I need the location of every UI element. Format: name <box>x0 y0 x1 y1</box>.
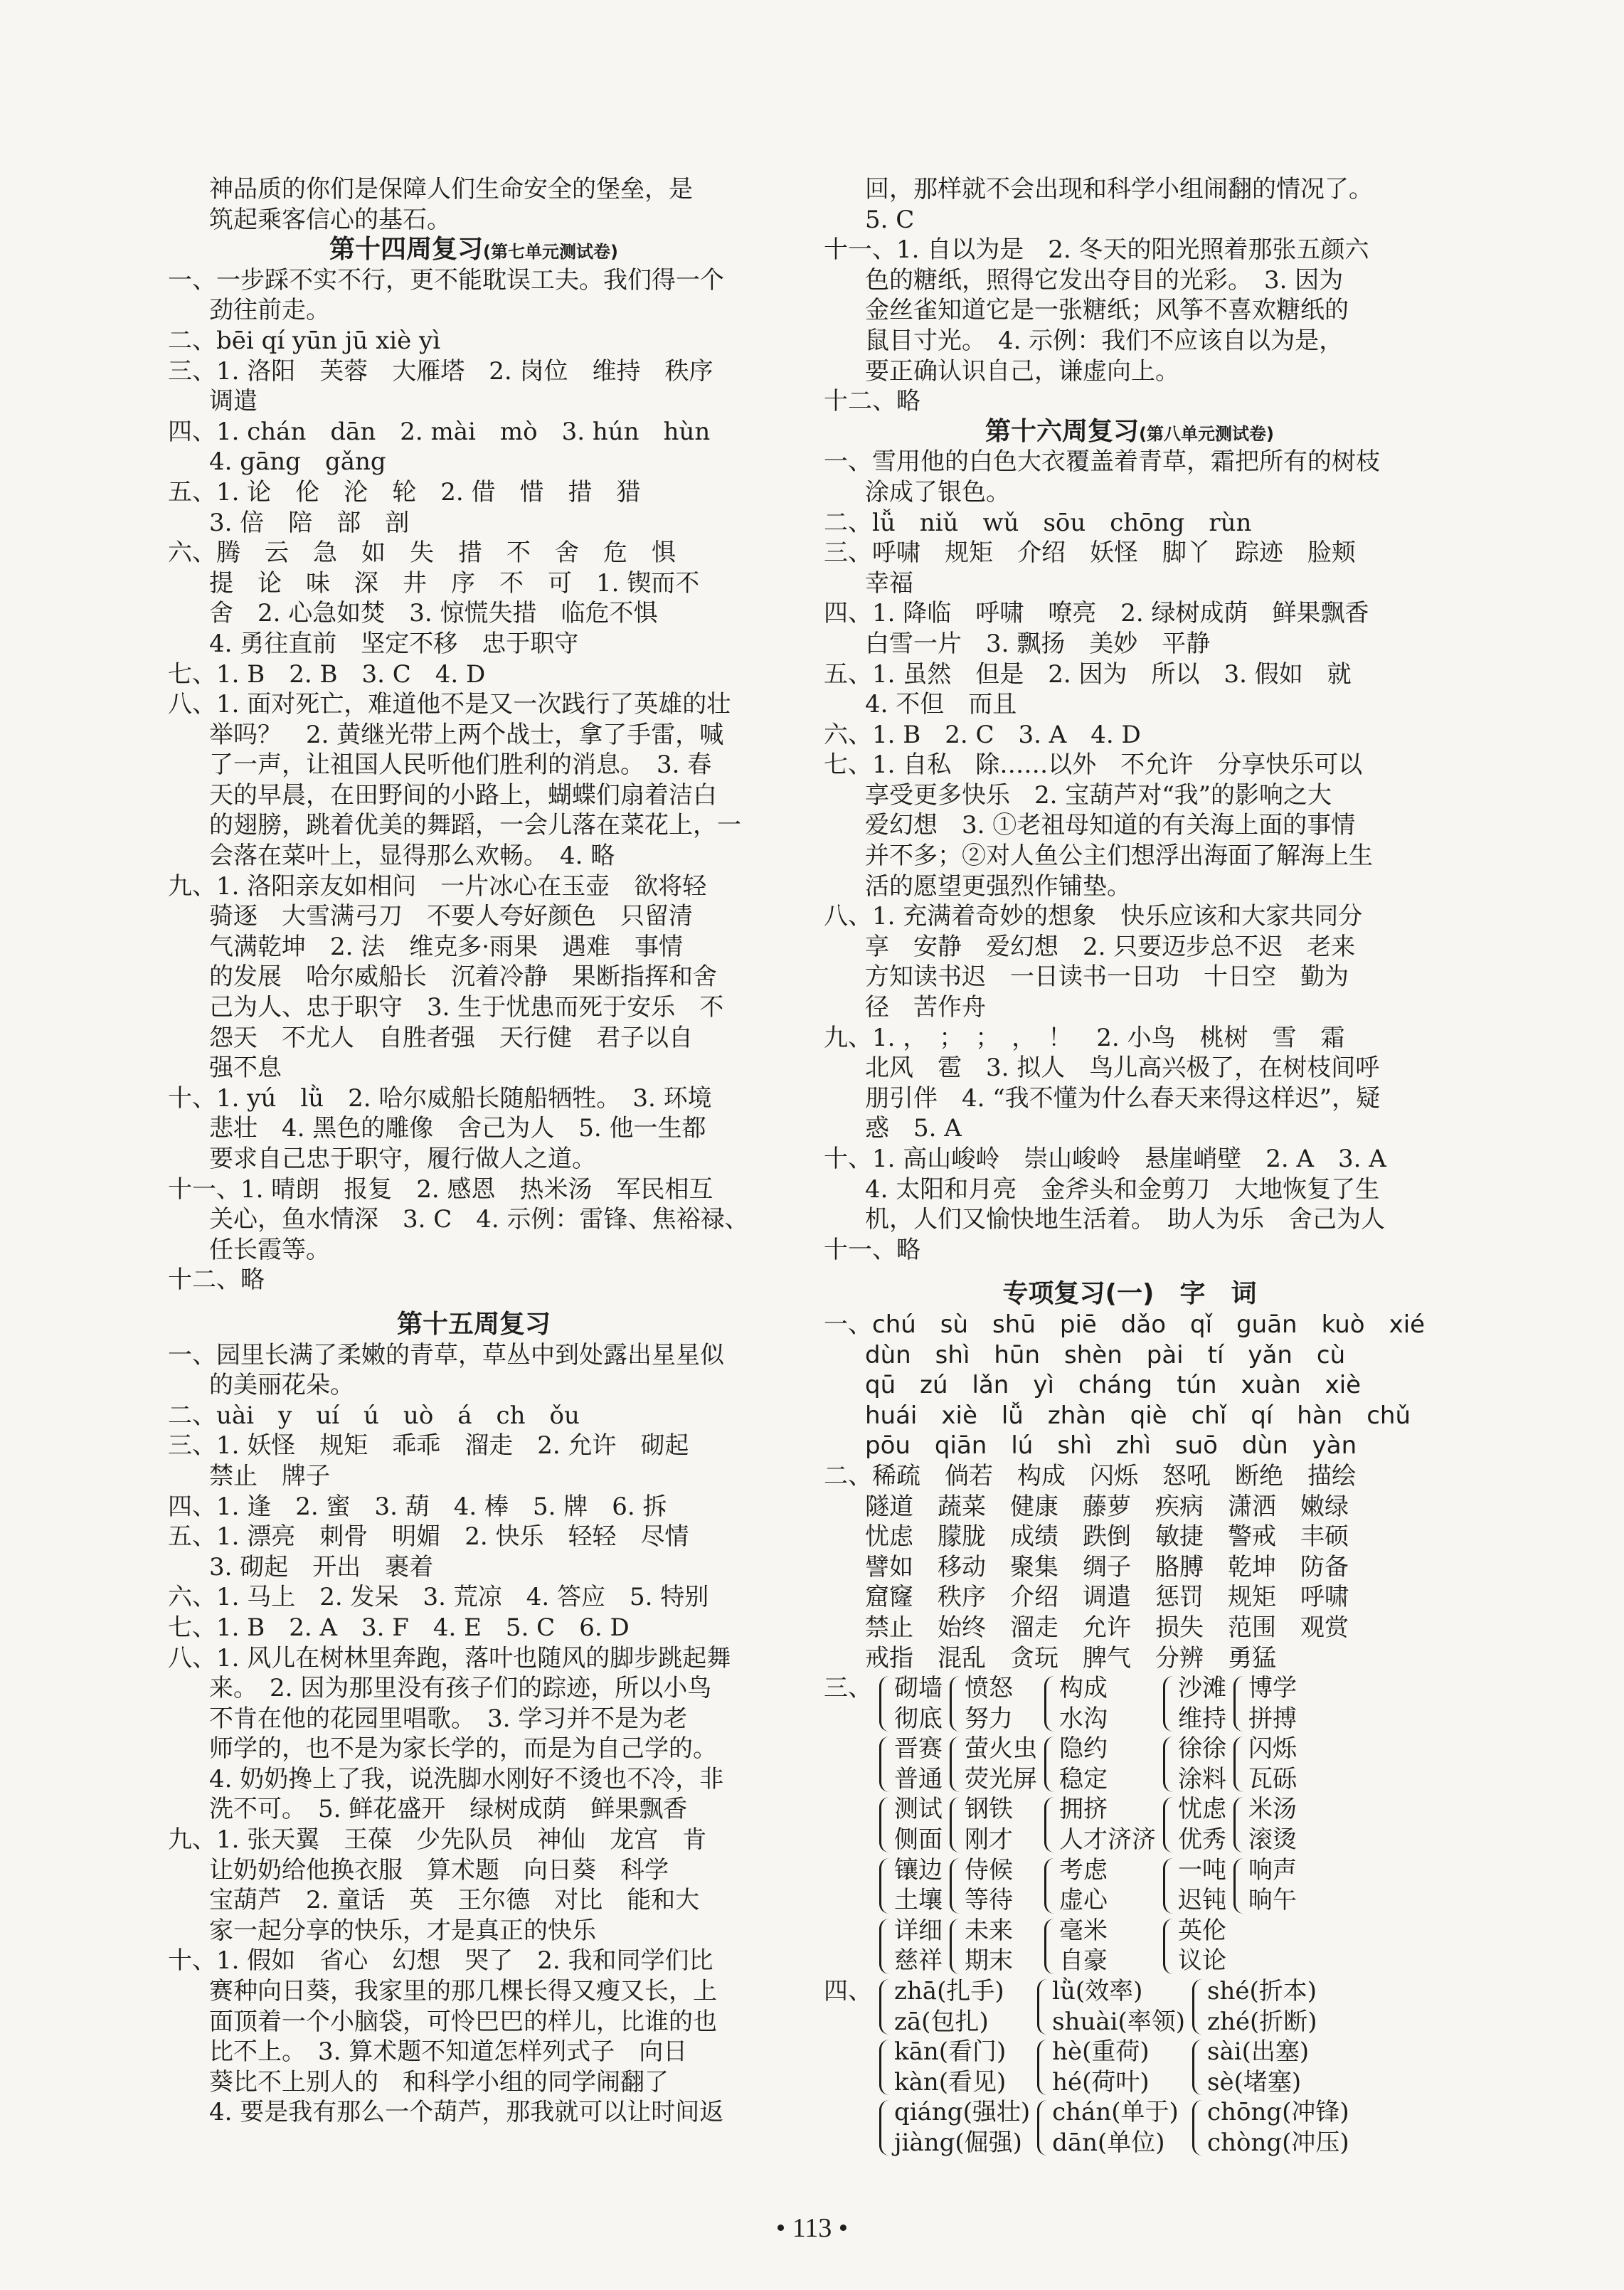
answer-line: 五、1. 漂亮 刺骨 明媚 2. 快乐 轻轻 尽情 <box>168 1522 689 1552</box>
brace-mark <box>950 1676 962 1732</box>
brace-mark <box>1233 1858 1246 1914</box>
answer-line: 八、1. 面对死亡，难道他不是又一次践行了英雄的壮 <box>168 690 731 719</box>
brace-group <box>1233 1673 1304 1734</box>
brace-group <box>879 2037 1037 2097</box>
brace-group <box>879 1976 1037 2037</box>
answer-line: 提 论 味 深 井 序 不 可 1. 锲而不 <box>209 568 700 598</box>
answer-line: 七、1. 自私 除……以外 不允许 分享快乐可以 <box>824 751 1363 780</box>
answer-line: 三、1. 洛阳 芙蓉 大雁塔 2. 岗位 维持 秩序 <box>168 356 713 386</box>
brace-word: 慈祥 <box>894 1946 943 1976</box>
answer-line: 五、1. 虽然 但是 2. 因为 所以 3. 假如 就 <box>824 659 1352 689</box>
brace-word: 稳定 <box>1059 1764 1108 1793</box>
brace-word: kàn(看见) <box>894 2067 1007 2096</box>
answer-line: 舍 2. 心急如焚 3. 惊慌失措 临危不惧 <box>209 599 658 628</box>
answer-line: 禁止 牌子 <box>209 1461 330 1490</box>
brace-group <box>1233 1855 1304 1916</box>
answer-line: 关心，鱼水情深 3. C 4. 示例：雷锋、焦裕禄、 <box>209 1205 749 1234</box>
brace-mark <box>1044 1797 1056 1852</box>
answer-line: 葵比不上别人的 和科学小组的同学闹翻了 <box>209 2067 669 2096</box>
answer-line: 洗不可。 5. 鲜花盛开 绿树成荫 鲜果飘香 <box>209 1795 688 1824</box>
brace-mark <box>1192 2040 1204 2095</box>
answer-line: 活的愿望更强烈作铺垫。 <box>865 871 1131 901</box>
answer-line: 骑逐 大雪满弓刀 不要人夸好颜色 只留清 <box>209 902 693 931</box>
answer-line: 二、lǚ niǔ wǔ sōu chōng rùn <box>824 508 1252 537</box>
answer-line: 六、1. 马上 2. 发呆 3. 荒凉 4. 答应 5. 特别 <box>168 1583 709 1612</box>
answer-line: 机，人们又愉快地生活着。 助人为乐 舍己为人 <box>865 1205 1385 1234</box>
answer-line: 九、1. 张天翼 王葆 少先队员 神仙 龙宫 肯 <box>168 1825 707 1855</box>
brace-word: 优秀 <box>1178 1825 1226 1855</box>
brace-word: 滚烫 <box>1248 1825 1297 1855</box>
brace-mark <box>950 1737 962 1792</box>
brace-word: 详细 <box>894 1916 943 1945</box>
brace-mark <box>1044 1676 1056 1732</box>
brace-mark <box>879 1858 891 1914</box>
brace-word: 愤怒 <box>965 1674 1013 1703</box>
brace-mark <box>950 1797 962 1852</box>
brace-mark <box>950 1858 962 1914</box>
answer-line: 三、呼啸 规矩 介绍 妖怪 脚丫 踪迹 脸颊 <box>824 539 1356 568</box>
answer-line: 要求自己忠于职守，履行做人之道。 <box>209 1145 596 1173</box>
brace-group <box>1044 1794 1163 1855</box>
answer-line: 4. 不但 而且 <box>865 690 1017 719</box>
answer-line: 3. 砌起 开出 裹着 <box>209 1552 434 1581</box>
brace-word: lǜ(效率) <box>1052 1977 1143 2006</box>
brace-group <box>879 2097 1037 2158</box>
answer-line: 十一、1. 晴朗 报复 2. 感恩 热米汤 军民相互 <box>168 1175 713 1204</box>
brace-word: 砌墙 <box>894 1674 943 1703</box>
brace-group <box>879 1794 950 1855</box>
brace-group <box>879 1855 950 1916</box>
brace-word: 晌午 <box>1248 1886 1297 1915</box>
week14-answers <box>168 265 780 1295</box>
pinyin-line: huái xiè lǚ zhàn qiè chǐ qí hàn chǔ <box>865 1401 1411 1430</box>
word-line: 窟窿 秩序 介绍 调遣 惩罚 规矩 呼啸 <box>865 1583 1349 1612</box>
answer-line: 爱幻想 3. ①老祖母知道的有关海上面的事情 <box>865 811 1356 840</box>
brace-word: 沙滩 <box>1178 1674 1226 1703</box>
brace-group <box>1163 1734 1233 1794</box>
brace-word: 忧虑 <box>1178 1795 1226 1824</box>
brace-mark <box>1044 1858 1056 1914</box>
answer-line: 四、1. 逢 2. 蜜 3. 葫 4. 棒 5. 牌 6. 拆 <box>168 1492 667 1521</box>
brace-word: zhé(折断) <box>1207 2007 1317 2036</box>
brace-mark <box>1163 1737 1175 1792</box>
answer-line: 4. 勇往直前 坚定不移 忠于职守 <box>209 629 579 658</box>
brace-word: 等待 <box>965 1886 1013 1915</box>
answer-line: 十、1. 假如 省心 幻想 哭了 2. 我和同学们比 <box>168 1946 713 1976</box>
brace-group <box>1044 1734 1163 1794</box>
brace-word: chán(单于) <box>1052 2098 1179 2127</box>
answer-line: 十、1. yú lǜ 2. 哈尔威船长随船牺牲。 3. 环境 <box>168 1083 712 1113</box>
brace-group <box>1233 1794 1304 1855</box>
answer-line: 己为人、忠于职守 3. 生于忧患而死于安乐 不 <box>209 993 724 1022</box>
text-line: 鼠目寸光。 4. 示例：我们不应该自以为是， <box>865 326 1344 355</box>
brace-group <box>879 1734 950 1794</box>
answer-line: 家一起分享的快乐，才是真正的快乐 <box>209 1916 596 1945</box>
week16-title: 第十六周复习(第八单元测试卷) <box>985 416 1274 446</box>
brace-mark <box>950 1919 962 1974</box>
brace-word: chōng(冲锋) <box>1207 2098 1349 2127</box>
week15-answers-continued <box>824 174 1435 417</box>
brace-word: 期末 <box>965 1946 1013 1976</box>
answer-line: 了一声，让祖国人民听他们胜利的消息。 3. 春 <box>209 751 712 780</box>
text-line: 十一、1. 自以为是 2. 冬天的阳光照着那张五颜六 <box>824 235 1369 265</box>
answer-line: 十二、略 <box>168 1266 265 1295</box>
brace-group <box>1192 1976 1357 2037</box>
section-label <box>824 1794 879 1855</box>
section-label <box>824 2037 879 2097</box>
answer-line: 不肯在他的花园里唱歌。 3. 学习并不是为老 <box>209 1704 688 1733</box>
brace-group <box>950 1734 1044 1794</box>
brace-word: 博学 <box>1248 1674 1297 1703</box>
special-review-words <box>824 1461 1435 1673</box>
brace-word: kān(看门) <box>894 2037 1007 2067</box>
brace-group <box>1163 1673 1233 1734</box>
answer-line: 朋引伴 4. “我不懂为什么春天来得这样迟”，疑 <box>865 1083 1381 1113</box>
brace-word: 刚才 <box>965 1825 1013 1855</box>
brace-mark <box>1163 1919 1175 1974</box>
brace-word: 涂料 <box>1178 1764 1226 1793</box>
brace-word: 萤火虫 <box>965 1734 1037 1764</box>
brace-word: sài(出塞) <box>1207 2037 1310 2067</box>
answer-line: 的翅膀，跳着优美的舞蹈，一会儿落在菜花上，一 <box>209 811 741 840</box>
pinyin-line: 一、chú sù shū piē dǎo qǐ guān kuò xié <box>824 1310 1426 1339</box>
answer-line: 比不上。 3. 算术题不知道怎样列式子 向日 <box>209 2037 688 2067</box>
answer-line: 径 苦作舟 <box>865 993 986 1022</box>
answer-line: 的发展 哈尔威船长 沉着冷静 果断指挥和舍 <box>209 963 717 992</box>
answer-line: 十、1. 高山峻岭 崇山峻岭 悬崖峭壁 2. A 3. A <box>824 1145 1386 1173</box>
brace-mark <box>1163 1797 1175 1852</box>
brace-word: qiáng(强壮) <box>894 2098 1031 2127</box>
brace-word: zhā(扎手) <box>894 1977 1004 2006</box>
brace-group <box>1037 2097 1192 2158</box>
answer-line: 劲往前走。 <box>209 296 330 325</box>
brace-word: 自豪 <box>1059 1946 1108 1976</box>
answer-line: 3. 倍 陪 部 剖 <box>209 508 410 537</box>
answer-line: 4. gāng gǎng <box>209 447 386 477</box>
brace-word: 努力 <box>965 1704 1013 1733</box>
answer-line: 九、1. ， ； ； ， ！ 2. 小鸟 桃树 雪 霜 <box>824 1023 1345 1052</box>
brace-word: shuài(率领) <box>1052 2007 1186 2036</box>
brace-word: 米汤 <box>1248 1795 1297 1824</box>
section-label <box>824 1855 879 1916</box>
brace-word: 彻底 <box>894 1704 943 1733</box>
answer-line: 二、bēi qí yūn jū xiè yì <box>168 326 441 355</box>
text-line: 金丝雀知道它是一张糖纸；风筝不喜欢糖纸的 <box>865 296 1349 325</box>
answer-line: 方知读书迟 一日读书一日功 十日空 勤为 <box>865 963 1349 992</box>
answer-line: 一、园里长满了柔嫩的青草，草丛中到处露出星星似 <box>168 1340 724 1369</box>
brace-mark <box>1037 2040 1049 2095</box>
answer-line: 天的早晨，在田野间的小路上，蝴蝶们扇着洁白 <box>209 780 717 810</box>
brace-word: 响声 <box>1248 1855 1297 1885</box>
answer-line: 十一、略 <box>824 1235 920 1264</box>
brace-mark <box>1233 1676 1246 1732</box>
brace-group <box>1233 1734 1304 1794</box>
answer-line: 师学的，也不是为家长学的，而是为自己学的。 <box>209 1734 717 1764</box>
answer-line: 享 安静 爱幻想 2. 只要迈步总不迟 老来 <box>865 932 1356 961</box>
brace-mark <box>1233 1797 1246 1852</box>
answer-line: 宝葫芦 2. 童话 英 王尔德 对比 能和大 <box>209 1886 700 1915</box>
brace-word: 拥挤 <box>1059 1795 1108 1824</box>
brace-word: 虚心 <box>1059 1886 1108 1915</box>
brace-group <box>950 1855 1044 1916</box>
brace-word: 闪烁 <box>1248 1734 1297 1764</box>
brace-table-si <box>824 1976 1357 2158</box>
text-line: 神品质的你们是保障人们生命安全的堡垒，是 <box>209 175 693 203</box>
left-column <box>168 174 780 2128</box>
brace-word: shé(折本) <box>1207 1977 1317 2006</box>
brace-group <box>950 1673 1044 1734</box>
special-review-pinyin <box>824 1310 1435 1461</box>
answer-line: 的美丽花朵。 <box>209 1371 354 1400</box>
pinyin-line: qū zú lǎn yì cháng tún xuàn xiè <box>865 1371 1362 1400</box>
text-line: 5. C <box>865 205 915 234</box>
answer-line: 会落在菜叶上，显得那么欢畅。 4. 略 <box>209 842 615 871</box>
answer-line: 一、一步踩不实不行，更不能耽误工夫。我们得一个 <box>168 265 724 295</box>
brace-word: 侍候 <box>965 1855 1013 1885</box>
text-line: 要正确认识自己，谦虚向上。 <box>865 356 1179 386</box>
answer-line: 来。 2. 因为那里没有孩子们的踪迹，所以小鸟 <box>209 1674 712 1703</box>
word-line: 禁止 始终 溜走 允许 损失 范围 观赏 <box>865 1613 1349 1642</box>
week16-answers <box>824 447 1435 1265</box>
brace-mark <box>879 1919 891 1974</box>
brace-word: hè(重荷) <box>1052 2037 1150 2067</box>
brace-mark <box>1037 1979 1049 2035</box>
brace-group <box>879 1916 950 1976</box>
answer-line: 调遣 <box>209 387 258 416</box>
brace-word: 普通 <box>894 1764 943 1793</box>
week14-title: 第十四周复习(第七单元测试卷) <box>329 235 618 265</box>
brace-word: 议论 <box>1178 1946 1226 1976</box>
section-label: 四、 <box>824 1977 872 2006</box>
brace-group <box>1044 1916 1163 1976</box>
answer-line: 让奶奶给他换衣服 算术题 向日葵 科学 <box>209 1855 669 1885</box>
text-line: 十二、略 <box>824 387 920 416</box>
brace-mark <box>1044 1737 1056 1792</box>
answer-line: 六、1. B 2. C 3. A 4. D <box>824 720 1141 749</box>
brace-mark <box>879 1979 891 2035</box>
answer-line: 幸福 <box>865 568 913 598</box>
text-line: 色的糖纸，照得它发出夺目的光彩。 3. 因为 <box>865 265 1344 295</box>
answer-line: 五、1. 论 伦 沦 轮 2. 借 惜 措 猎 <box>168 477 641 507</box>
brace-mark <box>1233 1737 1246 1792</box>
answer-line: 九、1. 洛阳亲友如相问 一片冰心在玉壶 欲将轻 <box>168 871 707 901</box>
brace-mark <box>879 2100 891 2156</box>
brace-word: 土壤 <box>894 1886 943 1915</box>
brace-group <box>1192 2037 1357 2097</box>
brace-word: 荧光屏 <box>965 1764 1037 1793</box>
section-label: 三、 <box>824 1674 872 1703</box>
answer-line: 享受更多快乐 2. 宝葫芦对“我”的影响之大 <box>865 780 1332 810</box>
brace-word: 迟钝 <box>1178 1886 1226 1915</box>
brace-mark <box>879 1797 891 1852</box>
brace-word: 拼搏 <box>1248 1704 1297 1733</box>
word-line: 隧道 蔬菜 健康 藤萝 疾病 潇洒 嫩绿 <box>865 1492 1349 1521</box>
answer-line: 一、雪用他的白色大衣覆盖着青草，霜把所有的树枝 <box>824 447 1380 477</box>
word-line: 譬如 移动 聚集 绸子 胳膊 乾坤 防备 <box>865 1552 1349 1581</box>
page-number: • 113 • <box>775 2213 849 2243</box>
answer-line: 北风 雹 3. 拟人 鸟儿高兴极了，在树枝间呼 <box>865 1054 1380 1083</box>
answer-line: 八、1. 充满着奇妙的想象 快乐应该和大家共同分 <box>824 902 1363 931</box>
answer-line: 举吗？ 2. 黄继光带上两个战士，拿了手雷，喊 <box>209 720 724 749</box>
brace-word: 镶边 <box>894 1855 943 1885</box>
brace-word: 毫米 <box>1059 1916 1108 1945</box>
brace-mark <box>1163 1858 1175 1914</box>
answer-line: 面顶着一个小脑袋，可怜巴巴的样儿，比谁的也 <box>209 2007 717 2036</box>
answer-line: 六、腾 云 急 如 失 措 不 舍 危 惧 <box>168 539 676 568</box>
right-column <box>824 174 1435 2158</box>
brace-mark <box>1163 1676 1175 1732</box>
answer-line: 七、1. B 2. A 3. F 4. E 5. C 6. D <box>168 1613 630 1642</box>
brace-word: 水沟 <box>1059 1704 1108 1733</box>
brace-group <box>950 1794 1044 1855</box>
week15-answers <box>168 1340 780 2128</box>
answer-line: 赛种向日葵，我家里的那几棵长得又瘦又长，上 <box>209 1977 717 2006</box>
answer-line: 四、1. 降临 呼啸 嘹亮 2. 绿树成荫 鲜果飘香 <box>824 599 1369 628</box>
answer-line: 四、1. chán dān 2. mài mò 3. hún hùn <box>168 417 711 446</box>
brace-group <box>1037 1976 1192 2037</box>
word-line: 戒指 混乱 贪玩 脾气 分辨 勇猛 <box>865 1643 1276 1673</box>
brace-word: sè(堵塞) <box>1207 2067 1302 2096</box>
answer-line: 涂成了银色。 <box>865 477 1010 507</box>
brace-table-san <box>824 1673 1304 1976</box>
brace-group <box>1044 1855 1163 1916</box>
brace-group <box>879 1673 950 1734</box>
brace-word: 英伦 <box>1178 1916 1226 1945</box>
answer-line: 4. 太阳和月亮 金斧头和金剪刀 大地恢复了生 <box>865 1175 1380 1204</box>
brace-word: 维持 <box>1178 1704 1226 1733</box>
brace-word: zā(包扎) <box>894 2007 989 2036</box>
answer-line: 惑 5. A <box>865 1114 962 1143</box>
answer-line: 强不息 <box>209 1054 282 1083</box>
brace-mark <box>879 1676 891 1732</box>
brace-mark <box>1192 2100 1204 2156</box>
text-line: 筑起乘客信心的基石。 <box>209 205 451 234</box>
answer-line: 并不多；②对人鱼公主们想浮出海面了解海上生 <box>865 842 1373 871</box>
word-line: 二、稀疏 倘若 构成 闪烁 怒吼 断绝 描绘 <box>824 1461 1356 1490</box>
answer-line: 4. 要是我有那么一个葫芦，那我就可以让时间返 <box>209 2098 724 2127</box>
brace-mark <box>1037 2100 1049 2156</box>
brace-group <box>950 1916 1044 1976</box>
brace-word: dān(单位) <box>1052 2129 1165 2157</box>
brace-mark <box>1192 1979 1204 2035</box>
special-review-title: 专项复习(一) 字 词 <box>1002 1279 1257 1309</box>
answer-line: 任长霞等。 <box>209 1235 330 1264</box>
brace-group <box>1192 2097 1357 2158</box>
answer-line: 七、1. B 2. B 3. C 4. D <box>168 659 486 689</box>
brace-word: chòng(冲压) <box>1207 2129 1349 2157</box>
brace-word: 一吨 <box>1178 1855 1226 1885</box>
answer-line: 4. 奶奶搀上了我，说洗脚水刚好不烫也不冷，非 <box>209 1764 724 1793</box>
answer-line: 气满乾坤 2. 法 维克多·雨果 遇难 事情 <box>209 932 684 961</box>
brace-group <box>1037 2037 1192 2097</box>
brace-group <box>1163 1916 1233 1976</box>
pinyin-line: dùn shì hūn shèn pài tí yǎn cù <box>865 1340 1346 1369</box>
brace-word: 瓦砾 <box>1248 1764 1297 1793</box>
brace-word: 未来 <box>965 1916 1013 1945</box>
brace-word: jiàng(倔强) <box>894 2129 1022 2157</box>
answer-line: 八、1. 风儿在树林里奔跑，落叶也随风的脚步跳起舞 <box>168 1643 731 1673</box>
brace-word: hé(荷叶) <box>1052 2067 1150 2096</box>
section-label <box>824 2097 879 2158</box>
brace-word: 人才济济 <box>1059 1825 1156 1855</box>
brace-word: 钢铁 <box>965 1795 1013 1824</box>
brace-word: 考虑 <box>1059 1855 1108 1885</box>
brace-word: 侧面 <box>894 1825 943 1855</box>
section-label <box>824 1916 879 1976</box>
answer-line: 二、uài y uí ú uò á ch ǒu <box>168 1401 580 1430</box>
answer-line: 白雪一片 3. 飘扬 美妙 平静 <box>865 629 1211 658</box>
brace-mark <box>1044 1919 1056 1974</box>
section-label <box>824 1734 879 1794</box>
week15-title: 第十五周复习 <box>396 1309 551 1339</box>
answer-line: 三、1. 妖怪 规矩 乖乖 溜走 2. 允许 砌起 <box>168 1431 689 1461</box>
brace-group <box>1163 1855 1233 1916</box>
w13-continuation <box>168 174 780 235</box>
brace-group <box>1163 1794 1233 1855</box>
pinyin-line: pōu qiān lú shì zhì suō dùn yàn <box>865 1431 1357 1461</box>
text-line: 回，那样就不会出现和科学小组闹翻的情况了。 <box>865 175 1373 203</box>
brace-word: 徐徐 <box>1178 1734 1226 1764</box>
brace-word: 晋赛 <box>894 1734 943 1764</box>
answer-line: 怨天 不尤人 自胜者强 天行健 君子以自 <box>209 1023 693 1052</box>
brace-word: 测试 <box>894 1795 943 1824</box>
brace-word: 隐约 <box>1059 1734 1108 1764</box>
brace-word: 构成 <box>1059 1674 1108 1703</box>
brace-group <box>1044 1673 1163 1734</box>
brace-mark <box>879 2040 891 2095</box>
brace-mark <box>879 1737 891 1792</box>
answer-line: 悲壮 4. 黑色的雕像 舍己为人 5. 他一生都 <box>209 1114 706 1143</box>
word-line: 忧虑 朦胧 成绩 跌倒 敏捷 警戒 丰硕 <box>865 1522 1349 1552</box>
